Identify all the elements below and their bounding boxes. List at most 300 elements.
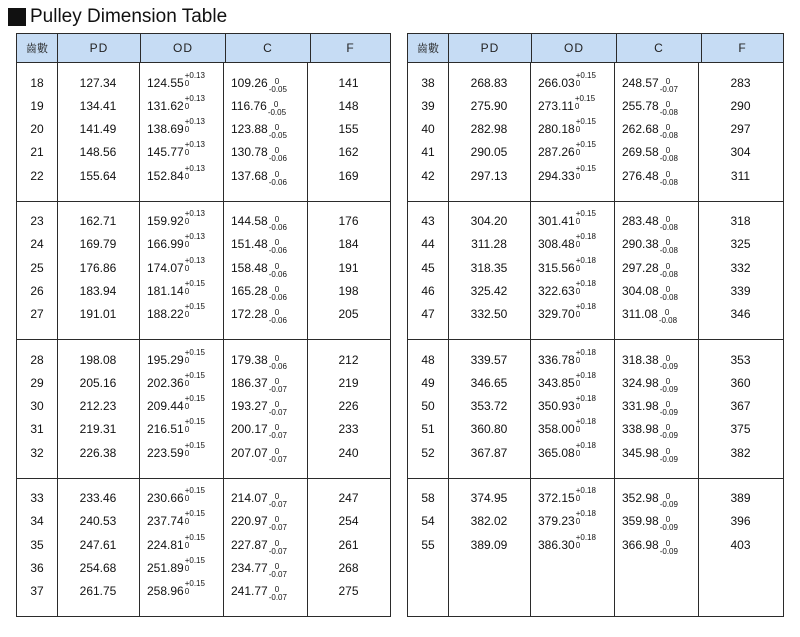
c-cell	[223, 283, 307, 302]
od-tolerance: +0.18 0	[575, 255, 596, 273]
c-value: 255.78	[622, 98, 659, 113]
c-value: 311.08	[622, 307, 658, 322]
od-value: 223.59	[147, 445, 184, 460]
f-cell: 290	[730, 98, 751, 113]
c-value: 345.98	[622, 445, 659, 460]
teeth-cell: 41	[421, 145, 435, 160]
od-cell	[139, 232, 223, 252]
c-value: 234.77	[231, 560, 268, 575]
teeth-cell: 43	[421, 214, 435, 228]
c-cell	[223, 168, 307, 187]
c-cell	[223, 537, 307, 556]
od-value: 124.55	[147, 75, 184, 90]
c-cell	[614, 168, 698, 187]
teeth-cell: 18	[30, 75, 44, 90]
pd-cell: 268.83	[470, 75, 508, 90]
od-value: 365.08	[538, 445, 575, 460]
c-value: 331.98	[622, 399, 659, 414]
table-row	[408, 94, 783, 117]
c-tolerance: 0 -0.06	[268, 169, 287, 187]
group-divider	[17, 478, 390, 479]
c-tolerance: 0 -0.09	[659, 515, 678, 533]
pd-cell: 304.20	[470, 214, 508, 228]
table-row	[408, 279, 783, 302]
od-cell	[530, 417, 614, 437]
c-cell	[614, 236, 698, 256]
od-tolerance: +0.18 0	[575, 509, 596, 527]
header-pd: PD	[58, 34, 141, 62]
c-cell	[614, 513, 698, 533]
header-c: C	[617, 34, 702, 62]
od-value: 258.96	[147, 584, 184, 599]
od-cell	[530, 347, 614, 368]
od-tolerance: +0.13 0	[184, 93, 205, 111]
c-tolerance: 0 -0.08	[659, 284, 678, 302]
c-value: 123.88	[231, 122, 268, 137]
group-divider	[408, 339, 783, 340]
teeth-cell: 40	[421, 122, 435, 137]
pd-cell: 176.86	[79, 260, 117, 275]
c-tolerance: 0 -0.08	[658, 308, 678, 326]
c-value: 290.38	[622, 237, 659, 252]
od-tolerance: +0.15 0	[575, 163, 596, 181]
od-tolerance: +0.18 0	[575, 440, 596, 458]
c-tolerance: 0 -0.09	[659, 423, 678, 441]
c-tolerance: 0 -0.08	[659, 123, 678, 141]
c-cell	[223, 421, 307, 441]
table-header	[408, 34, 783, 63]
od-cell	[139, 70, 223, 91]
od-cell	[530, 394, 614, 414]
od-tolerance: +0.15 0	[184, 417, 205, 435]
c-cell	[223, 121, 307, 141]
table-header	[17, 34, 390, 63]
od-tolerance: +0.18 0	[575, 532, 596, 550]
c-tolerance: 0 -0.06	[268, 284, 287, 302]
pd-cell: 155.64	[79, 168, 117, 183]
c-value: 297.28	[622, 260, 659, 275]
c-cell	[223, 213, 307, 232]
od-cell	[139, 255, 223, 276]
c-value: 227.87	[231, 537, 268, 552]
c-cell	[614, 98, 698, 117]
od-tolerance: +0.18 0	[575, 370, 596, 388]
c-cell	[614, 213, 698, 232]
table-row	[408, 233, 783, 256]
teeth-cell: 23	[30, 214, 44, 228]
teeth-cell: 20	[30, 122, 44, 137]
teeth-cell: 52	[421, 445, 435, 460]
table-row	[17, 233, 390, 256]
table-row	[408, 395, 783, 418]
od-cell	[139, 509, 223, 529]
c-tolerance: 0 -0.05	[267, 99, 287, 117]
od-value: 315.56	[538, 260, 575, 275]
od-value: 166.99	[147, 237, 184, 252]
header-teeth: 齒數	[17, 34, 58, 62]
f-cell: 198	[338, 283, 359, 298]
c-tolerance: 0 -0.07	[268, 515, 287, 533]
od-cell	[139, 163, 223, 184]
od-tolerance: +0.13 0	[184, 255, 205, 273]
table-row	[17, 510, 390, 533]
pd-cell: 127.34	[79, 75, 117, 90]
c-value: 130.78	[231, 145, 268, 160]
c-value: 179.38	[231, 352, 268, 367]
od-value: 195.29	[147, 352, 184, 367]
od-value: 266.03	[538, 75, 575, 90]
c-tolerance: 0 -0.09	[659, 400, 678, 418]
teeth-cell: 29	[30, 375, 44, 390]
od-cell	[530, 302, 614, 322]
c-tolerance: 0 -0.07	[268, 538, 287, 556]
f-cell: 325	[730, 237, 751, 252]
table-row	[17, 348, 390, 371]
c-cell	[223, 98, 307, 117]
od-cell	[530, 209, 614, 229]
f-cell: 254	[338, 514, 359, 529]
f-cell: 389	[730, 491, 751, 505]
teeth-cell: 49	[421, 375, 435, 390]
c-value: 276.48	[622, 168, 659, 183]
od-value: 181.14	[147, 283, 184, 298]
table-row	[408, 441, 783, 464]
table-row	[408, 371, 783, 394]
c-cell	[614, 144, 698, 164]
f-cell: 339	[730, 283, 751, 298]
od-tolerance: +0.13 0	[184, 163, 205, 181]
pd-cell: 219.31	[79, 422, 117, 437]
c-cell	[614, 306, 698, 326]
table-row	[17, 279, 390, 302]
od-cell	[139, 579, 223, 599]
c-cell	[223, 398, 307, 418]
od-cell	[530, 255, 614, 276]
c-cell	[223, 513, 307, 533]
f-cell: 332	[730, 260, 751, 275]
c-cell	[614, 445, 698, 464]
od-value: 131.62	[147, 98, 184, 113]
f-cell: 367	[730, 399, 751, 414]
c-value: 158.48	[231, 260, 268, 275]
c-tolerance: 0 -0.08	[659, 215, 678, 232]
od-value: 343.85	[538, 375, 575, 390]
f-cell: 346	[730, 307, 751, 322]
f-cell: 226	[338, 399, 359, 414]
od-tolerance: +0.13 0	[184, 70, 205, 88]
od-cell	[139, 278, 223, 299]
od-tolerance: +0.18 0	[575, 347, 596, 365]
c-tolerance: 0 -0.09	[659, 446, 678, 464]
od-tolerance: +0.18 0	[575, 278, 596, 296]
c-cell	[614, 375, 698, 394]
table-row	[408, 348, 783, 371]
c-value: 193.27	[231, 399, 268, 414]
od-cell	[139, 140, 223, 160]
od-cell	[530, 440, 614, 461]
c-tolerance: 0 -0.08	[659, 238, 678, 256]
teeth-cell: 34	[30, 514, 44, 529]
od-value: 237.74	[147, 514, 184, 529]
od-cell	[139, 555, 223, 576]
f-cell: 353	[730, 352, 751, 367]
od-cell	[139, 370, 223, 391]
c-tolerance: 0 -0.07	[268, 585, 287, 603]
od-value: 159.92	[147, 214, 184, 228]
od-value: 251.89	[147, 560, 184, 575]
c-tolerance: 0 -0.06	[268, 215, 287, 232]
od-tolerance: +0.18 0	[575, 302, 596, 320]
c-cell	[223, 560, 307, 579]
pd-cell: 374.95	[470, 491, 508, 505]
c-tolerance: 0 -0.06	[268, 238, 287, 256]
pd-cell: 226.38	[79, 445, 117, 460]
f-cell: 318	[730, 214, 751, 228]
c-cell	[223, 236, 307, 256]
c-cell	[223, 306, 307, 326]
group-divider	[408, 478, 783, 479]
c-tolerance: 0 -0.08	[659, 146, 678, 164]
od-value: 336.78	[538, 352, 575, 367]
pd-cell: 382.02	[470, 514, 508, 529]
teeth-cell: 51	[421, 422, 435, 437]
c-value: 214.07	[231, 491, 268, 505]
table-row	[17, 418, 390, 441]
c-value: 283.48	[622, 214, 659, 228]
teeth-cell: 39	[421, 98, 435, 113]
od-value: 386.30	[538, 537, 575, 552]
c-cell	[614, 121, 698, 141]
teeth-cell: 44	[421, 237, 435, 252]
teeth-cell: 30	[30, 399, 44, 414]
c-cell	[614, 421, 698, 441]
c-value: 324.98	[622, 375, 659, 390]
c-value: 109.26	[231, 75, 268, 90]
pd-cell: 360.80	[470, 422, 508, 437]
od-value: 287.26	[538, 145, 575, 160]
table-row	[17, 371, 390, 394]
c-tolerance: 0 -0.08	[659, 261, 678, 279]
od-value: 188.22	[147, 307, 184, 322]
od-value: 273.11	[538, 98, 574, 113]
c-tolerance: 0 -0.05	[268, 76, 287, 94]
table-row	[408, 303, 783, 326]
od-tolerance: +0.18 0	[575, 486, 596, 503]
od-value: 308.48	[538, 237, 575, 252]
c-tolerance: 0 -0.07	[268, 423, 287, 441]
c-value: 366.98	[622, 537, 659, 552]
od-value: 294.33	[538, 168, 575, 183]
pd-cell: 247.61	[79, 537, 117, 552]
teeth-cell: 50	[421, 399, 435, 414]
pd-cell: 162.71	[79, 214, 117, 228]
c-cell	[223, 260, 307, 279]
od-tolerance: +0.15 0	[184, 509, 205, 527]
od-tolerance: +0.15 0	[184, 302, 205, 320]
od-cell	[139, 302, 223, 322]
f-cell: 360	[730, 375, 751, 390]
header-od: OD	[532, 34, 617, 62]
c-cell	[614, 537, 698, 556]
teeth-cell: 55	[421, 537, 435, 552]
teeth-cell: 45	[421, 260, 435, 275]
c-cell	[223, 144, 307, 164]
f-cell: 148	[338, 98, 359, 113]
table-row	[408, 118, 783, 141]
od-value: 301.41	[538, 214, 575, 228]
od-tolerance: +0.15 0	[184, 370, 205, 388]
pd-cell: 205.16	[79, 375, 117, 390]
od-value: 152.84	[147, 168, 184, 183]
pd-cell: 367.87	[470, 445, 508, 460]
table-row	[408, 256, 783, 279]
f-cell: 205	[338, 307, 359, 322]
pd-cell: 290.05	[470, 145, 508, 160]
c-tolerance: 0 -0.07	[268, 400, 287, 418]
c-tolerance: 0 -0.05	[268, 123, 287, 141]
header-c: C	[226, 34, 311, 62]
c-cell	[614, 260, 698, 279]
c-cell	[223, 583, 307, 603]
od-tolerance: +0.15 0	[575, 140, 596, 158]
c-tolerance: 0 -0.07	[268, 446, 287, 464]
teeth-cell: 54	[421, 514, 435, 529]
c-tolerance: 0 -0.07	[268, 561, 287, 579]
group-divider	[17, 201, 390, 202]
c-value: 116.76	[231, 98, 267, 113]
od-tolerance: +0.13 0	[184, 140, 205, 158]
f-cell: 283	[730, 75, 751, 90]
od-value: 322.63	[538, 283, 575, 298]
od-cell	[530, 509, 614, 529]
od-tolerance: +0.15 0	[184, 579, 205, 597]
c-value: 151.48	[231, 237, 268, 252]
teeth-cell: 58	[421, 491, 435, 505]
c-cell	[614, 352, 698, 371]
od-tolerance: +0.15 0	[575, 209, 596, 226]
pd-cell: 233.46	[79, 491, 117, 505]
c-value: 248.57	[622, 75, 659, 90]
title-square-icon	[8, 8, 26, 26]
table-row	[17, 556, 390, 579]
group-divider	[408, 201, 783, 202]
f-cell: 240	[338, 445, 359, 460]
pd-cell: 141.49	[79, 122, 117, 137]
od-tolerance: +0.15 0	[184, 555, 205, 573]
pd-cell: 275.90	[470, 98, 508, 113]
od-tolerance: +0.15 0	[184, 440, 205, 458]
c-value: 144.58	[231, 214, 268, 228]
pd-cell: 240.53	[79, 514, 117, 529]
od-value: 174.07	[147, 260, 184, 275]
table-row	[408, 210, 783, 233]
c-value: 338.98	[622, 422, 659, 437]
od-value: 216.51	[147, 422, 184, 437]
header-teeth: 齒數	[408, 34, 449, 62]
od-cell	[139, 532, 223, 553]
od-tolerance: +0.13 0	[184, 117, 205, 135]
teeth-cell: 26	[30, 283, 44, 298]
table-row	[17, 441, 390, 464]
od-cell	[530, 532, 614, 553]
od-cell	[530, 232, 614, 252]
f-cell: 141	[338, 75, 359, 90]
c-value: 172.28	[231, 307, 268, 322]
od-cell	[139, 347, 223, 368]
header-f: F	[311, 34, 390, 62]
f-cell: 268	[338, 560, 359, 575]
table-row	[17, 141, 390, 164]
teeth-cell: 48	[421, 352, 435, 367]
od-cell	[530, 278, 614, 299]
f-cell: 247	[338, 491, 359, 505]
teeth-cell: 24	[30, 237, 44, 252]
od-value: 145.77	[147, 145, 184, 160]
od-value: 230.66	[147, 491, 184, 505]
f-cell: 375	[730, 422, 751, 437]
table-row	[408, 510, 783, 533]
od-cell	[530, 140, 614, 160]
od-value: 329.70	[538, 307, 575, 322]
teeth-cell: 35	[30, 537, 44, 552]
table-row	[17, 71, 390, 94]
c-tolerance: 0 -0.06	[268, 308, 287, 326]
table-row	[408, 487, 783, 510]
table-row	[17, 256, 390, 279]
pd-cell: 148.56	[79, 145, 117, 160]
od-tolerance: +0.15 0	[184, 394, 205, 412]
f-cell: 275	[338, 584, 359, 599]
od-value: 350.93	[538, 399, 575, 414]
c-cell	[223, 352, 307, 371]
pd-cell: 169.79	[79, 237, 117, 252]
c-value: 269.58	[622, 145, 659, 160]
od-cell	[530, 70, 614, 91]
table-row	[17, 303, 390, 326]
od-tolerance: +0.18 0	[575, 232, 596, 250]
c-tolerance: 0 -0.06	[268, 353, 287, 371]
od-tolerance: +0.18 0	[575, 417, 596, 435]
teeth-cell: 32	[30, 445, 44, 460]
od-cell	[139, 209, 223, 229]
od-tolerance: +0.15 0	[184, 532, 205, 550]
header-od: OD	[141, 34, 226, 62]
od-tolerance: +0.15 0	[184, 486, 205, 503]
pd-cell: 191.01	[79, 307, 117, 322]
c-tolerance: 0 -0.08	[659, 169, 678, 187]
teeth-cell: 42	[421, 168, 435, 183]
f-cell: 162	[338, 145, 359, 160]
od-value: 358.00	[538, 422, 575, 437]
f-cell: 184	[338, 237, 359, 252]
c-cell	[223, 490, 307, 509]
f-cell: 382	[730, 445, 751, 460]
table-row	[408, 71, 783, 94]
table-title	[8, 5, 227, 29]
teeth-cell: 31	[30, 422, 44, 437]
pd-cell: 297.13	[470, 168, 508, 183]
teeth-cell: 22	[30, 168, 44, 183]
c-cell	[614, 75, 698, 94]
c-tolerance: 0 -0.09	[659, 492, 678, 509]
teeth-cell: 25	[30, 260, 44, 275]
f-cell: 219	[338, 375, 359, 390]
od-cell	[139, 440, 223, 461]
od-value: 202.36	[147, 375, 184, 390]
od-tolerance: +0.13 0	[184, 209, 205, 226]
f-cell: 212	[338, 352, 359, 367]
c-cell	[223, 445, 307, 464]
